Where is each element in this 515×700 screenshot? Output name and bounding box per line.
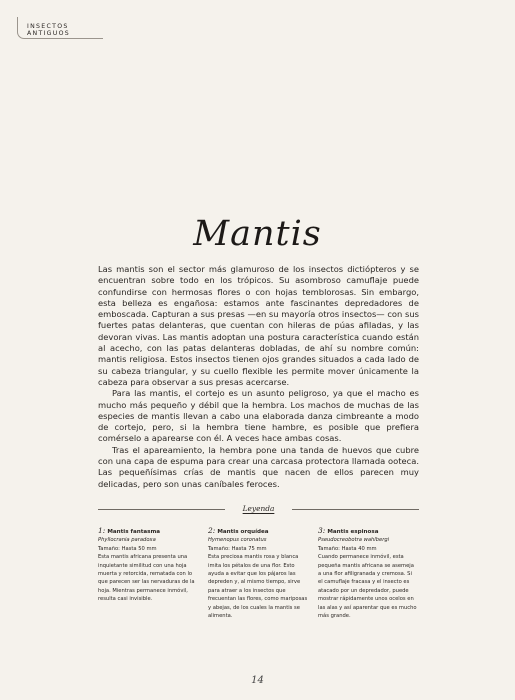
legend-item (98, 527, 198, 620)
legend-description: Cuando permanece inmóvil, esta pequeña mantis africana se asemeja a una flor afiligranada y cremosa. Si el camuflaje fracasa y el insecto es atacado por un depredador, puede mostrar rápidamente unos ocelos en las alas y así aparentar que es mucho más grande. (318, 554, 417, 620)
legend-name: Mantis espinosa (327, 529, 379, 535)
legend-name: Mantis orquídea (217, 529, 269, 535)
page-title: Mantis (193, 214, 322, 254)
legend-number: 3: (318, 526, 326, 535)
paragraph: Para las mantis, el cortejo es un asunto peligroso, ya que el macho es mucho más pequeño y débil que la hembra. Los machos de muchas de las especies de mantis llevan a cabo una elaborada danza cimbreante a modo de cortejo, pero, si la hembra tiene hambre, es posible que prefiera comérselo a aparearse con él. A veces hace ambas cosas. (98, 388, 419, 444)
legend-columns (98, 527, 424, 620)
section-label: INSECTOS ANTIGUOS (17, 17, 103, 39)
legend-number: 1: (98, 526, 106, 535)
legend-item (318, 527, 418, 620)
legend-scientific-name: Phyllocrania paradoxa (98, 537, 156, 544)
page-number: 14 (251, 675, 264, 686)
legend-size: Tamaño: Hasta 50 mm (98, 545, 157, 552)
legend-description: Esta mantis africana presenta una inquietante similitud con una hoja muerta y retorcida, rematada con lo que parecen ser las nervaduras de la hoja. Mientras permanece inmóvil, resulta casi invisible. (98, 554, 195, 603)
legend-scientific-name: Pseudocreobotra wahlbergi (318, 537, 390, 544)
paragraph: Tras el apareamiento, la hembra pone una tanda de huevos que cubre con una capa de espuma para crear una carcasa protectora llamada ooteca. Las pequeñísimas crías de mantis que nacen de ellos parecen muy delicadas, pero son unas caníbales feroces. (98, 444, 419, 489)
legend-size: Tamaño: Hasta 75 mm (208, 545, 267, 552)
divider (292, 509, 419, 510)
legend-name: Mantis fantasma (107, 529, 161, 535)
legend-description: Esta preciosa mantis rosa y blanca imita los pétalos de una flor. Esto ayuda a evitar que los pájaros las depreden y, al mismo tiempo, sirve para atraer a los insectos que frecuentan las flores, como mariposas y abejas, de los cuales la mantis se alimenta. (208, 554, 308, 620)
legend-heading (98, 504, 419, 516)
legend-title: Leyenda (242, 504, 275, 513)
legend-number: 2: (208, 526, 216, 535)
legend-size: Tamaño: Hasta 40 mm (318, 545, 377, 552)
paragraph: Las mantis son el sector más glamuroso de los insectos dictiópteros y se encuentran sobre todo en los trópicos. Su asombroso camuflaje puede confundirse con hermosas flores o con hojas temblorosas. Sin embargo, esta belleza es engañosa: estamos ante fascinantes depredadores de emboscada. Capturan a sus presas —en su mayoría otros insectos— con sus fuertes patas delanteras, que cuentan con hileras de púas afiladas, y las devoran vivas. Las mantis adoptan una postura característica cuando están al acecho, con las patas delanteras dobladas, de ahí su nombre común: mantis religiosa. Estos insectos tienen ojos grandes situados a cada lado de su cabeza triangular, y su cuello flexible les permite mover únicamente la cabeza para observar a sus presas acercarse. (98, 264, 419, 387)
legend-scientific-name: Hymenopus coronatus (208, 537, 267, 544)
article-body (98, 264, 419, 490)
legend-item (208, 527, 308, 620)
